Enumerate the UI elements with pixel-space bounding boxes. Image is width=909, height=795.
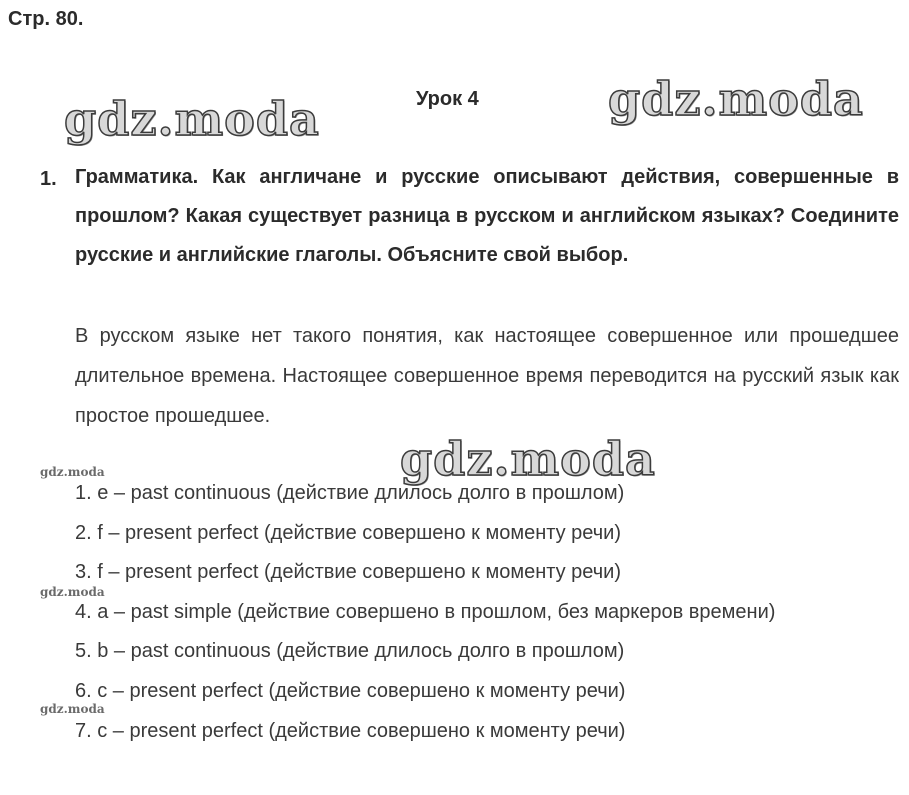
watermark-small: gdz.moda (40, 585, 105, 599)
task-text: Грамматика. Как англичане и русские описывают действия, совершенные в прошлом? Какая существует разница в русском и английском языках? Соедините русские и английские глаголы. Объясните свой выбор. (75, 166, 899, 266)
explanation-text: В русском языке нет такого понятия, как настоящее совершенное или прошедшее длительное времена. Настоящее совершенное время переводится на русский язык как простое прошедшее. (75, 325, 899, 427)
task-number: 1. (40, 168, 57, 190)
answer-item: 3. f – present perfect (действие совершено к моменту речи) (75, 561, 622, 584)
page-number: Стр. 80. (8, 8, 84, 30)
answers-list (75, 474, 775, 751)
answer-item: 1. e – past continuous (действие длилось долго в прошлом) (75, 482, 625, 504)
watermark-logo: gdz.moda (64, 92, 320, 146)
answer-item: 2. f – present perfect (действие совершено к моменту речи) (75, 521, 622, 544)
answer-item: 7. c – present perfect (действие совершено к моменту речи) (75, 719, 626, 742)
watermark-logo: gdz.moda (400, 432, 656, 486)
lesson-title: Урок 4 (416, 88, 479, 110)
answer-item: 4. a – past simple (действие совершено в прошлом, без маркеров времени) (75, 600, 776, 623)
answer-item: 6. c – present perfect (действие совершено к моменту речи) (75, 679, 626, 702)
answer-item: 5. b – past continuous (действие длилось долго в прошлом) (75, 640, 625, 663)
watermark-logo: gdz.moda (608, 72, 864, 126)
watermark-small: gdz.moda (40, 702, 105, 716)
watermark-small: gdz.moda (40, 465, 105, 479)
